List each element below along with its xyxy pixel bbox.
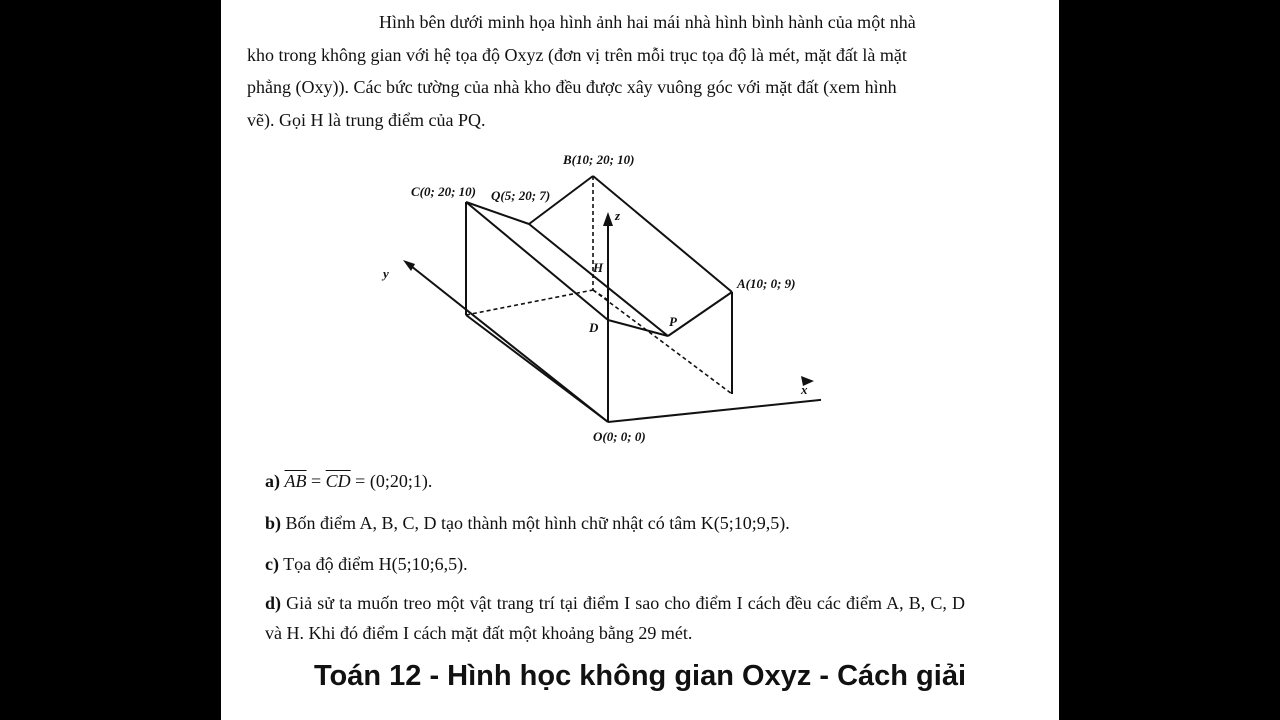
warehouse-figure	[371, 140, 821, 450]
warehouse-diagram	[371, 140, 821, 450]
label-P: P	[669, 314, 677, 329]
question-b-text: Bốn điểm A, B, C, D tạo thành một hình chữ nhật có tâm K(5;10;9,5).	[285, 513, 790, 533]
edge-AP	[668, 292, 732, 336]
label-Q: Q(5; 20; 7)	[491, 188, 551, 203]
hidden-base-back	[466, 290, 593, 315]
edge-QP	[529, 224, 668, 336]
edge-base	[466, 315, 608, 422]
video-title-banner: Toán 12 - Hình học không gian Oxyz - Cách giải	[313, 660, 967, 692]
question-a-text: = (0;20;1).	[350, 471, 433, 491]
label-O: O(0; 0; 0)	[593, 429, 646, 444]
label-C: C(0; 20; 10)	[411, 184, 476, 199]
y-axis-arrow	[403, 260, 415, 271]
question-c-label: c)	[265, 554, 279, 574]
question-c	[265, 549, 965, 579]
problem-line-4: vẽ). Gọi H là trung điểm của PQ.	[247, 109, 486, 130]
question-b	[265, 508, 965, 538]
problem-line-3: phẳng (Oxy)). Các bức tường của nhà kho đều được xây vuông góc với mặt đất (xem hình	[247, 77, 897, 97]
label-y: y	[383, 266, 389, 281]
vector-CD: $\overline{CD}$	[325, 471, 351, 491]
problem-statement	[247, 6, 961, 136]
label-A: A(10; 0; 9)	[737, 276, 796, 291]
problem-line-2: kho trong không gian với hệ tọa độ Oxyz (đơn vị trên mỗi trục tọa độ là mét, mặt đất là mặt	[247, 44, 907, 65]
edge-CD	[466, 202, 608, 320]
document-page	[221, 0, 1059, 720]
label-x: x	[801, 382, 808, 397]
hidden-H-link	[593, 290, 608, 300]
question-d-text: Giả sử ta muốn treo một vật trang trí tại điểm I sao cho điểm I cách đều các điểm A, B, C, D và H. Khi đó điểm I cách mặt đất một khoảng bằng 29 mét.	[265, 593, 966, 643]
edge-CQ	[466, 202, 529, 224]
label-B: B(10; 20; 10)	[563, 152, 635, 167]
question-b-label: b)	[265, 513, 282, 533]
vector-AB: $\overline{AB}$	[284, 471, 307, 491]
label-D: D	[589, 320, 599, 335]
edge-BA	[593, 176, 732, 292]
z-axis-arrow	[603, 212, 613, 226]
question-d-label: d)	[265, 593, 282, 613]
question-d	[265, 588, 965, 648]
question-a-label: a)	[265, 471, 280, 491]
x-axis	[608, 378, 821, 422]
question-a: a) $\overline{AB} = \overline{CD}$ = (0;20;1).	[265, 471, 433, 491]
label-H: H	[593, 260, 604, 275]
problem-line-1: Hình bên dưới minh họa hình ảnh hai mái nhà hình bình hành của một nhà	[379, 12, 916, 32]
question-c-text: Tọa độ điểm H(5;10;6,5).	[283, 554, 468, 574]
label-z: z	[615, 208, 621, 223]
